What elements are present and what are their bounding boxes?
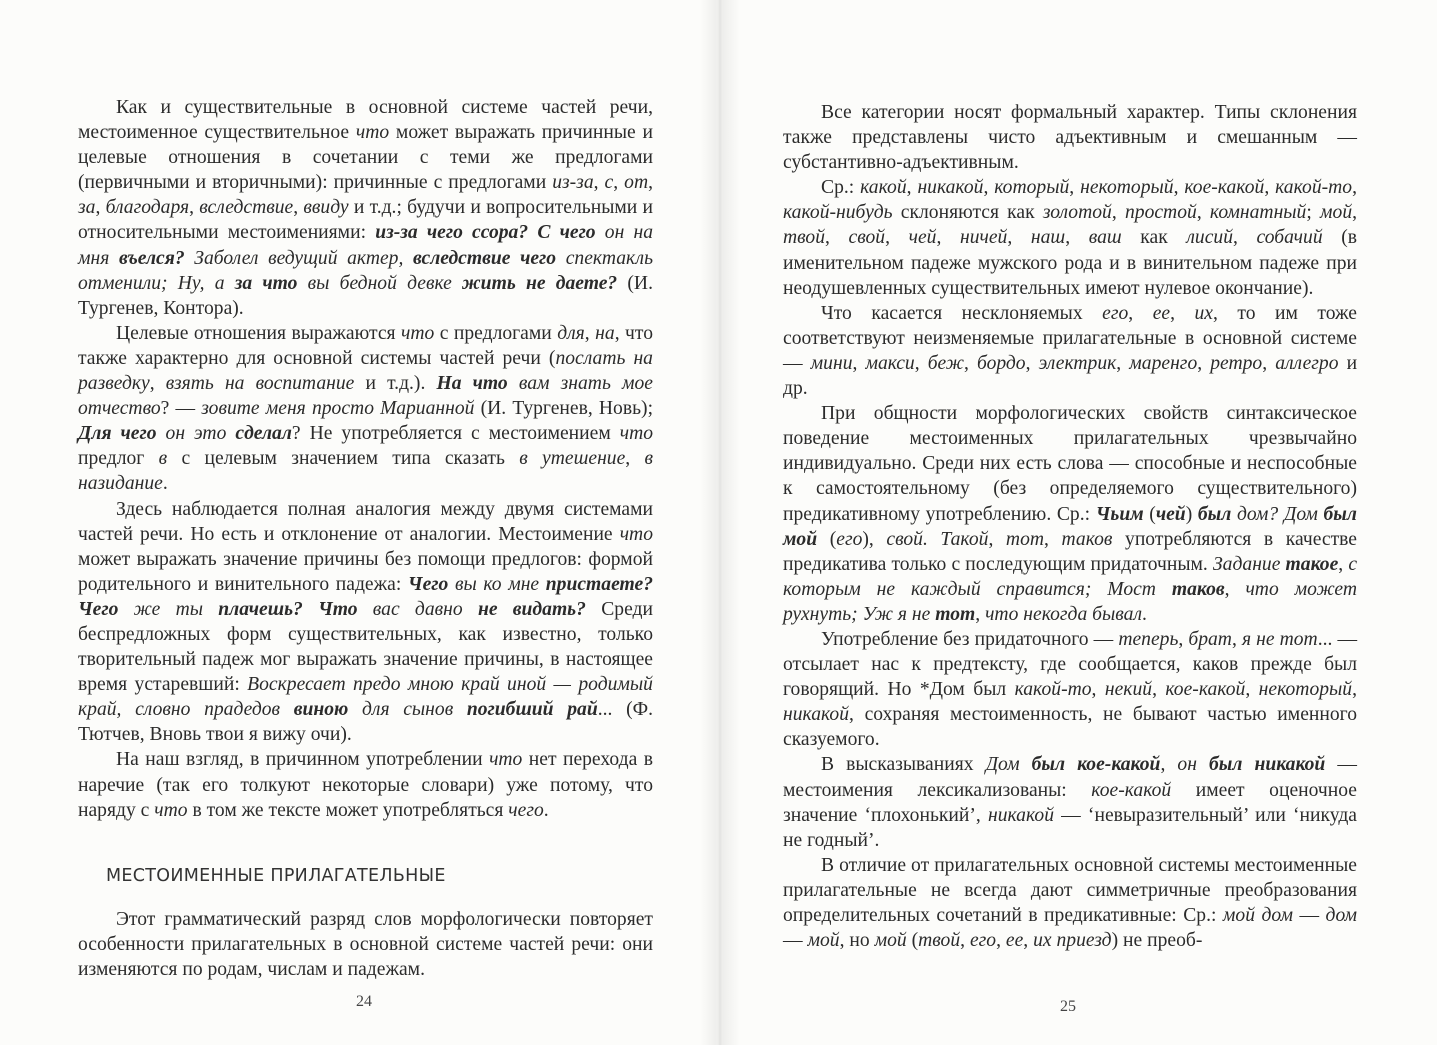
paragraph: В высказываниях Дом был кое-какой, он был никакой — местоимения лексикализованы: кое-какой имеет оценочное значение ‘плохонький’, никакой — ‘невыразительный’ или ‘никуда не годный’. [783, 754, 1357, 851]
paragraph: Употребление без придаточного — теперь, брат, я не тот... — отсылает нас к предтексту, где сообщается, каков прежде был говорящий. Но *Дом был какой-то, некий, кое-какой, некоторый, никакой, сохраняя местоименность, не бывают частью именного сказуемого. [783, 628, 1358, 751]
paragraph: Здесь наблюдается полная аналогия между двумя системами частей речи. Но есть и отклонение от аналогии. Местоимение что может выражать значение причины без помощи предлогов: формой родительного и винительного падежа: Чего вы ко мне пристаете? Чего же ты плачешь? Что вас давно не видать? Среди беспредложных форм существительных, как известно, только творительный падеж мог выражать значение причины, в настоящее время устаревший: Воскресает предо мною край иной — родимый край, словно прадедов виною для сынов погибший рай... (Ф. Тютчев, Вновь твои я вижу очи). [78, 498, 654, 746]
book-gutter [700, 0, 740, 1045]
paragraph: Целевые отношения выражаются что с предлогами для, на, что также характерно для основной системы частей речи (послать на разведку, взять на воспитание и т.д.). На что вам знать мое отчество? — зовите меня просто Марианной (И. Тургенев, Новь); Для чего он это сделал? Не употребляется с местоимением что предлог в с целевым значением типа сказать в утешение, в назидание. [78, 322, 654, 495]
paragraph: Все категории носят формальный характер. Типы склонения также представлены чисто адъективным и смешанным — субстантивно-адъективным. [783, 102, 1357, 174]
right-page-text [783, 100, 1357, 953]
paragraph: Этот грамматический разряд слов морфологически повторяет особенности прилагательных в основной системе частей речи: они изменяются по родам, числам и падежам. [78, 908, 653, 980]
left-page [0, 0, 716, 1045]
paragraph: Как и существительные в основной системе частей речи, местоименное существительное что может выражать причинные и целевые отношения в сочетании с теми же предлогами (первичными и вторичными): причинные с предлогами из-за, с, от, за, благодаря, вследствие, ввиду и т.д.; будучи и вопросительными и относительными местоимениями: из-за чего ссора? С чего он на мня въелся? Заболел ведущий актер, вследствие чего спектакль отменили; Ну, а за что вы бедной девке жить не даете? (И. Тургенев, Контора). [78, 97, 654, 319]
right-page [720, 0, 1437, 1045]
page-number: 25 [1060, 998, 1076, 1015]
page-number: 24 [356, 993, 372, 1010]
paragraph: Что касается несклоняемых его, ее, их, то им тоже соответствуют неизменяемые прилагательные в основной системе — мини, макси, беж, бордо, электрик, маренго, ретро, аллегро и др. [783, 302, 1358, 400]
left-page-text [78, 95, 653, 982]
paragraph: На наш взгляд, в причинном употреблении что нет перехода в наречие (так его толкуют некоторые словари) уже потому, что наряду с что в том же тексте может употребляться чего. [78, 749, 654, 821]
paragraph: В отличие от прилагательных основной системы местоименные прилагательные не всегда дают симметричные преобразования определительных сочетаний в предикативные: Ср.: мой дом — дом — мой, но мой (твой, его, ее, их приезд) не преоб- [783, 854, 1358, 952]
paragraph: Ср.: какой, никакой, который, некоторый, кое-какой, какой-то, какой-нибудь склоняются как золотой, простой, комнатный; мой, твой, свой, чей, ничей, наш, ваш как лисий, собачий (в именительном падеже мужского рода и в винительном падеже при неодушевленных существительных имеют нулевое окончание). [783, 177, 1358, 299]
paragraph: При общности морфологических свойств синтаксическое поведение местоименных прилагательных чрезвычайно индивидуально. Среди них есть слова — способные и неспособные к самостоятельному (без определяемого существительного) предикативному употреблению. Ср.: Чьим (чей) был дом? Дом был мой (его), свой. Такой, тот, таков употребляются в качестве предикатива только с последующим придаточным. Задание такое, с которым не каждый справится; Мост таков, что может рухнуть; Уж я не тот, что некогда бывал. [783, 403, 1358, 625]
section-heading: МЕСТОИМЕННЫЕ ПРИЛАГАТЕЛЬНЫЕ [106, 865, 446, 886]
